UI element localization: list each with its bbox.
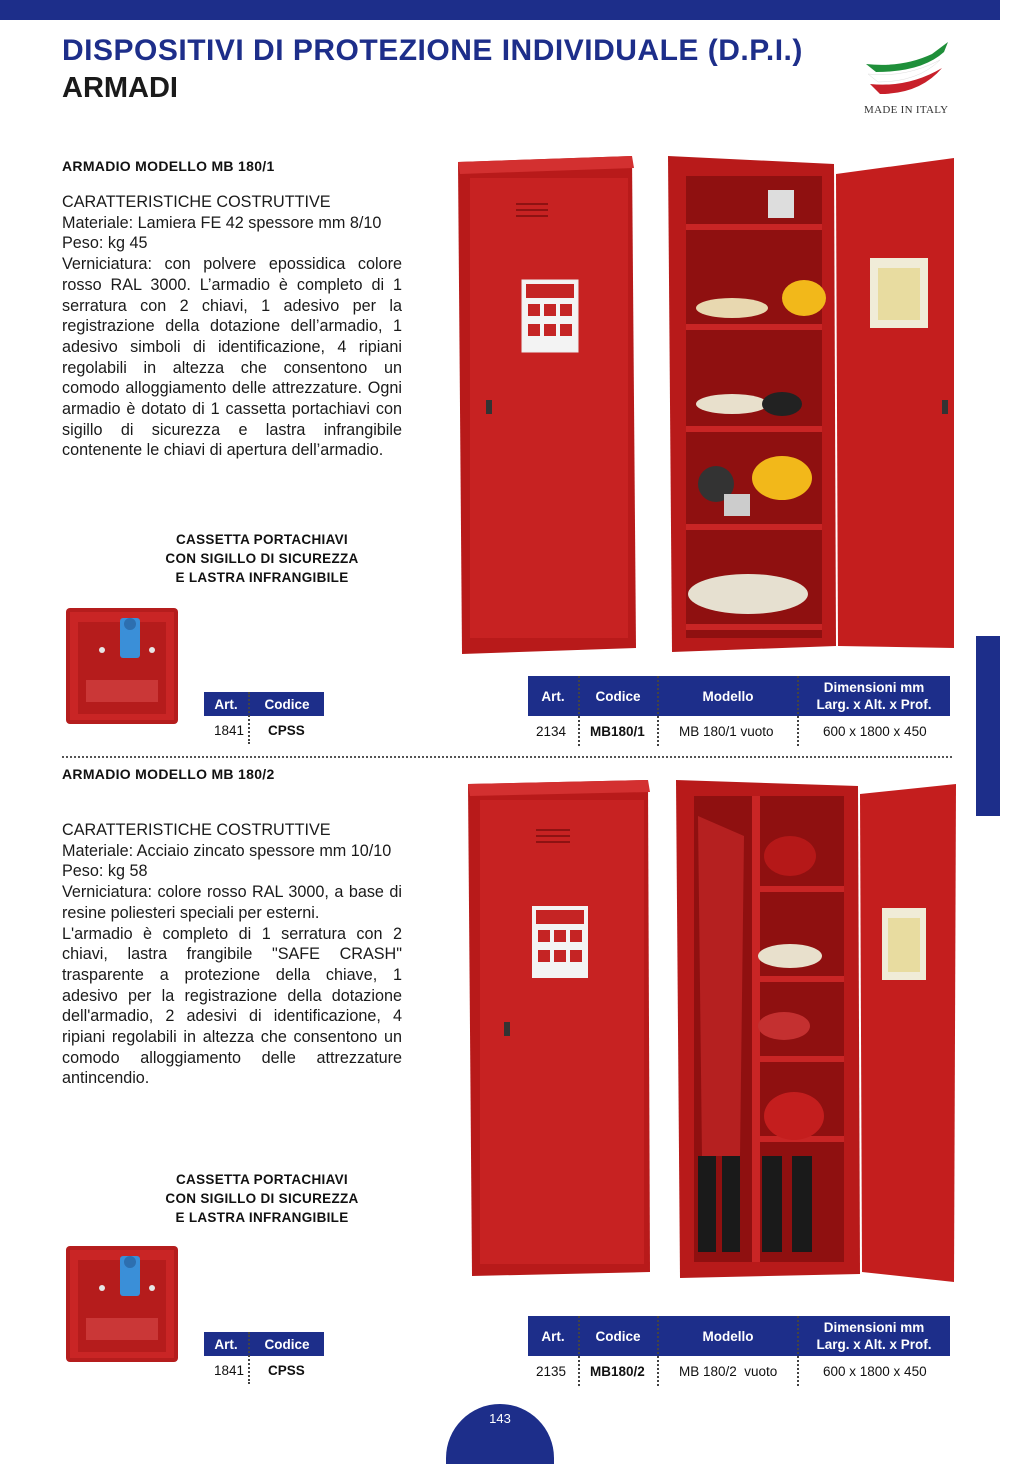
cabinet-closed-image bbox=[452, 154, 638, 656]
section2-heading: ARMADIO MODELLO MB 180/2 bbox=[62, 766, 275, 782]
section2-line: L'armadio è completo di 1 serratura con 2 chiavi, lastra frangibile "SAFE CRASH" trasparente a protezione della chiave, 1 adesivo per la registrazione della dotazione dell'armadio, 2 adesivi di identificazione, 4 ripiani regolabili in altezza che consentono un comodo alloggiamento delle attrezzature antincendio. bbox=[62, 924, 402, 1088]
col-dimensioni-line2: Larg. x Alt. x Prof. bbox=[816, 697, 932, 712]
cabinet-closed-image bbox=[464, 776, 654, 1280]
table-cell-dimensioni: 600 x 1800 x 450 bbox=[823, 724, 927, 739]
column-divider bbox=[248, 1332, 250, 1384]
caption-line: E LASTRA INFRANGIBILE bbox=[175, 1210, 349, 1225]
table-cell-codice: MB180/1 bbox=[590, 724, 645, 739]
table-cell-codice: MB180/2 bbox=[590, 1364, 645, 1379]
section2-caption bbox=[142, 1170, 382, 1227]
col-codice: Codice bbox=[264, 696, 310, 712]
column-divider bbox=[578, 1316, 580, 1386]
made-in-italy-label: MADE IN ITALY bbox=[864, 104, 949, 116]
section2-line: Materiale: Acciaio zincato spessore mm 10/10 bbox=[62, 841, 392, 860]
col-art: Art. bbox=[541, 688, 565, 704]
table-cell-art: 2134 bbox=[536, 724, 567, 739]
col-dimensioni bbox=[798, 676, 950, 716]
page-number-tab bbox=[446, 1404, 554, 1464]
col-codice: Codice bbox=[264, 1336, 310, 1352]
section2-description bbox=[62, 820, 402, 1089]
table-cell-codice: CPSS bbox=[268, 723, 305, 738]
column-divider bbox=[657, 1316, 659, 1386]
section1-line: Peso: kg 45 bbox=[62, 234, 148, 253]
col-art: Art. bbox=[214, 696, 238, 712]
small-table-header bbox=[204, 1332, 324, 1356]
table-cell-art: 1841 bbox=[213, 1363, 244, 1378]
col-dimensioni-line1: Dimensioni mm bbox=[823, 680, 925, 695]
table-cell-art: 2135 bbox=[536, 1364, 567, 1379]
caption-line: CASSETTA PORTACHIAVI bbox=[175, 1172, 348, 1187]
section-divider bbox=[62, 756, 952, 758]
col-codice: Codice bbox=[595, 1328, 641, 1344]
section1-line: CARATTERISTICHE COSTRUTTIVE bbox=[62, 193, 331, 211]
side-tab bbox=[976, 636, 1000, 816]
col-modello: Modello bbox=[702, 688, 754, 704]
table-cell-art: 1841 bbox=[213, 723, 244, 738]
cabinet-open-image bbox=[674, 776, 960, 1282]
page-number: 143 bbox=[489, 1411, 511, 1426]
top-bar bbox=[0, 0, 1000, 20]
section2-line: CARATTERISTICHE COSTRUTTIVE bbox=[62, 821, 331, 839]
product-table-header bbox=[528, 676, 950, 716]
section1-description bbox=[62, 192, 402, 461]
col-codice: Codice bbox=[595, 688, 641, 704]
column-divider bbox=[248, 692, 250, 744]
col-modello: Modello bbox=[702, 1328, 754, 1344]
page-subtitle: ARMADI bbox=[62, 72, 178, 104]
col-dimensioni-line2: Larg. x Alt. x Prof. bbox=[816, 1337, 932, 1352]
col-art: Art. bbox=[541, 1328, 565, 1344]
col-dimensioni bbox=[798, 1316, 950, 1356]
column-divider bbox=[578, 676, 580, 746]
caption-line: CASSETTA PORTACHIAVI bbox=[175, 532, 348, 547]
section1-line: Materiale: Lamiera FE 42 spessore mm 8/10 bbox=[62, 213, 382, 232]
col-dimensioni-line1: Dimensioni mm bbox=[823, 1320, 925, 1335]
page-title: DISPOSITIVI DI PROTEZIONE INDIVIDUALE (D.P.I.) bbox=[62, 34, 803, 67]
section1-caption bbox=[142, 530, 382, 587]
section2-line: Peso: kg 58 bbox=[62, 862, 148, 881]
column-divider bbox=[657, 676, 659, 746]
small-table-header bbox=[204, 692, 324, 716]
section1-heading: ARMADIO MODELLO MB 180/1 bbox=[62, 158, 275, 174]
caption-line: E LASTRA INFRANGIBILE bbox=[175, 570, 349, 585]
table-cell-modello: MB 180/1 vuoto bbox=[679, 724, 774, 739]
section2-line: Verniciatura: colore rosso RAL 3000, a base di resine poliesteri speciali per esterni. bbox=[62, 883, 402, 922]
column-divider bbox=[797, 1316, 799, 1386]
key-box-image bbox=[66, 600, 182, 728]
caption-line: CON SIGILLO DI SICUREZZA bbox=[165, 1191, 359, 1206]
section1-line: Verniciatura: con polvere epossidica colore rosso RAL 3000. L’armadio è completo di 1 serratura con 2 chiavi, 1 adesivo per la registrazione della dotazione dell’armadio, 1 adesivo simboli di identificazione, 4 ripiani regolabili in altezza che consentono un comodo alloggiamento delle attrezzature. Ogni armadio è dotato di 1 cassetta portachiavi con sigillo di sicurezza e lastra infrangibile contenente le chiavi di apertura dell’armadio. bbox=[62, 255, 402, 460]
table-cell-modello: MB 180/2 vuoto bbox=[679, 1364, 778, 1379]
key-box-image bbox=[66, 1238, 182, 1366]
column-divider bbox=[797, 676, 799, 746]
table-cell-dimensioni: 600 x 1800 x 450 bbox=[823, 1364, 927, 1379]
made-in-italy-logo-icon bbox=[862, 38, 954, 98]
table-cell-codice: CPSS bbox=[268, 1363, 305, 1378]
cabinet-open-image bbox=[664, 154, 960, 654]
caption-line: CON SIGILLO DI SICUREZZA bbox=[165, 551, 359, 566]
product-table-header bbox=[528, 1316, 950, 1356]
col-art: Art. bbox=[214, 1336, 238, 1352]
